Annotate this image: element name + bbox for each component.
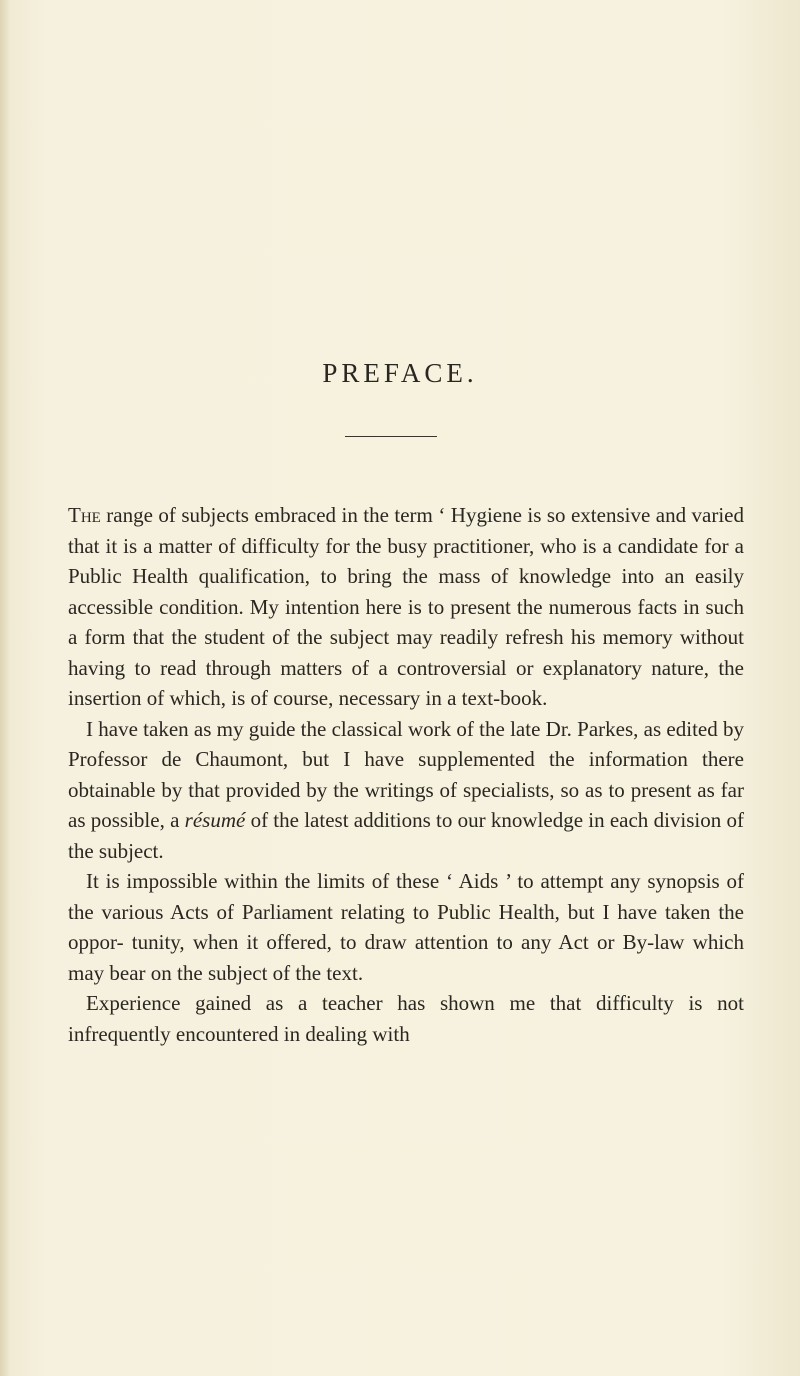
paragraph-3-text: It is impossible within the limits of these ‘ Aids ’ to attempt any synopsis of the various Acts of Parliament relating to Public Health, but I have taken the oppor- tunity, when it offered, to draw attention to any Act or By-law which may bear on the subject of the text. <box>68 869 744 985</box>
paragraph-4 <box>68 988 744 1049</box>
paragraph-4-text: Experience gained as a teacher has shown me that difficulty is not infrequently encountered in dealing with <box>68 991 744 1046</box>
page-title: PREFACE. <box>322 358 478 388</box>
paragraph-2-text-before: I have taken as my guide the classical work of the late Dr. Parkes, as edited by Professor de Chaumont, but I have supplemented the information there obtainable by that provided by the writings of specialists, so as to present as far as possible, a <box>68 716 744 832</box>
paragraph-2 <box>68 714 744 867</box>
preface-body <box>68 500 744 1049</box>
paragraph-2-italic: résumé <box>184 808 246 832</box>
spine-shadow <box>0 0 10 1376</box>
paragraph-1-text: range of subjects embraced in the term ‘ Hygiene is so extensive and varied that it is a matter of difficulty for the busy practitioner, who is a candidate for a Public Health qualification, to bring the mass of knowledge into an easily accessible condition. My intention here is to present the numerous facts in such a form that the student of the subject may readily refresh his memory without having to read through matters of a controversial or explanatory nature, the insertion of which, is of course, necessary in a text-book. <box>68 503 744 710</box>
paragraph-2-text-after: of the latest additions to our knowledge in each division of the subject. <box>68 808 744 863</box>
title-divider <box>345 436 437 437</box>
paragraph-1 <box>68 500 744 714</box>
paragraph-1-lead: The <box>68 503 101 527</box>
paragraph-3 <box>68 866 744 988</box>
